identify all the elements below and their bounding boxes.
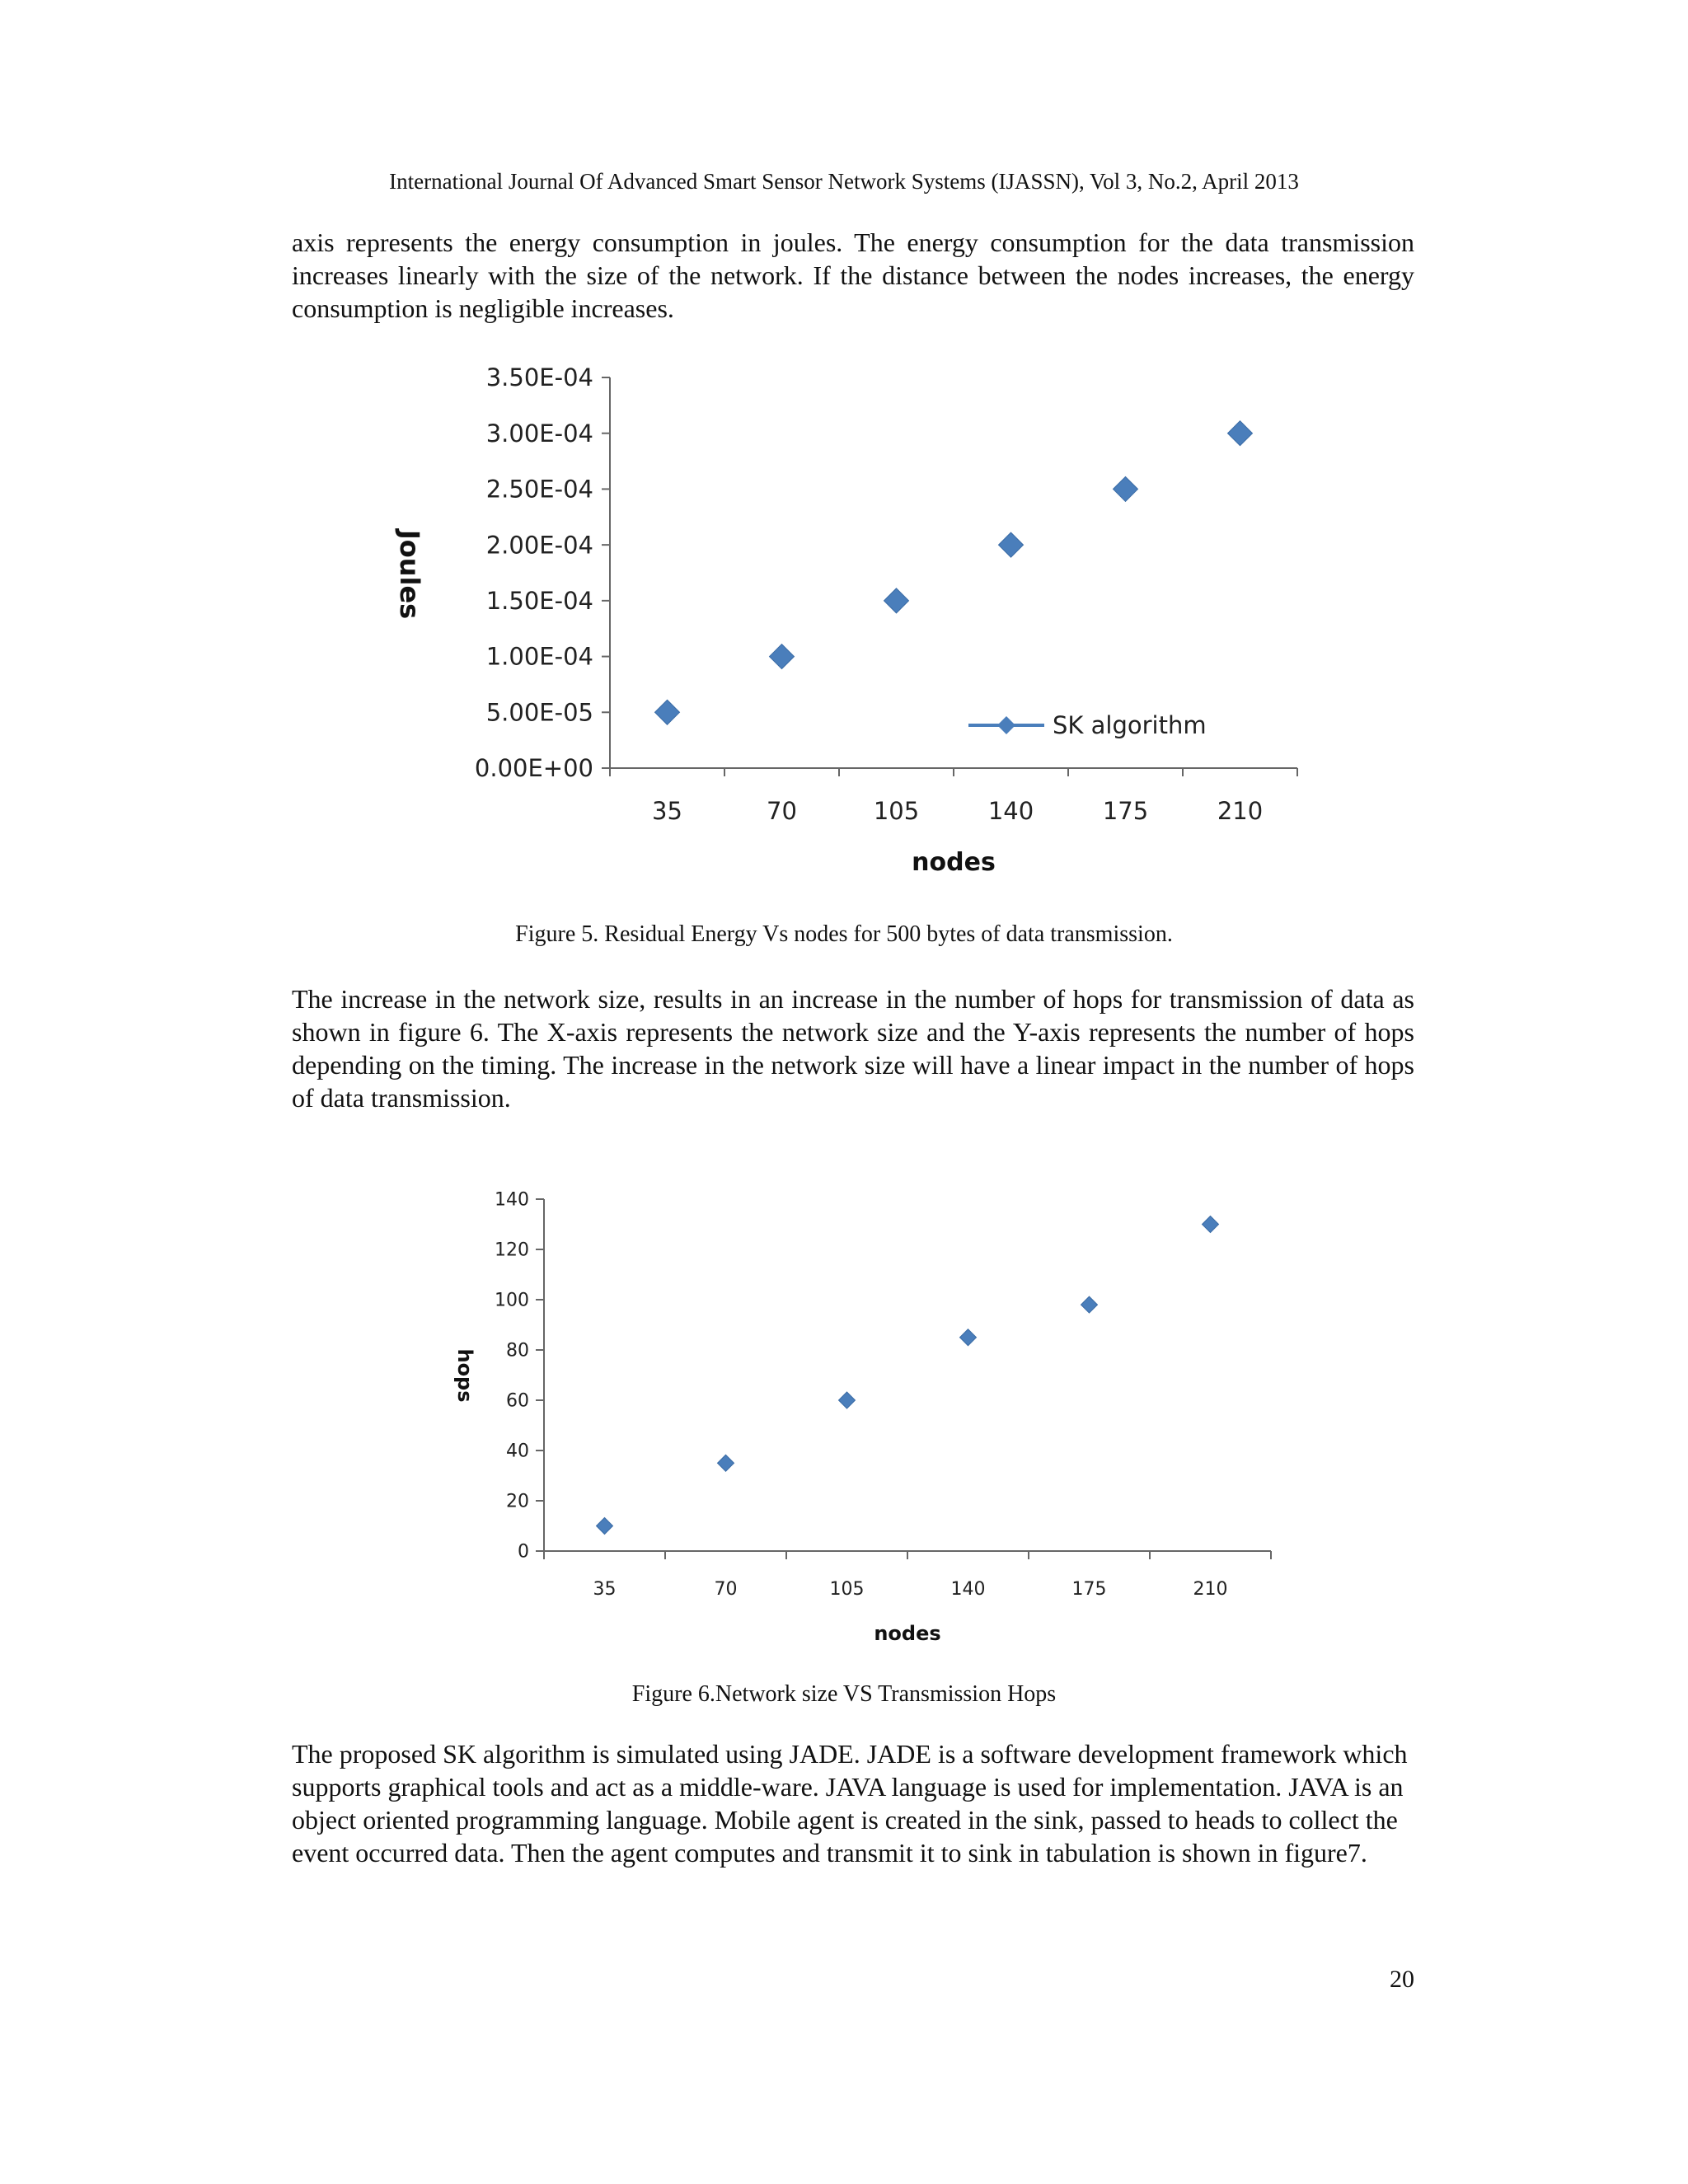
y-tick-label: 1.50E-04 (485, 587, 593, 616)
y-axis-title: Joules (394, 529, 425, 620)
y-tick-label: 60 (506, 1390, 529, 1412)
data-point (839, 1392, 856, 1408)
paragraph-3: The proposed SK algorithm is simulated using JADE. JADE is a software development framework which supports graphical tools and act as a middle-ware. JAVA language is used for implementation. JAVA is an object oriented programming language. Mobile agent is created in the sink, passed to heads to collect the event occurred data. Then the agent computes and transmit it to sink in tabulation is shown in figure7. (292, 1739, 1408, 1868)
x-tick-label: 175 (1071, 1579, 1107, 1600)
y-tick-label: 40 (506, 1441, 529, 1462)
x-axis-title: nodes (912, 848, 996, 877)
y-tick-label: 3.00E-04 (485, 419, 593, 448)
x-tick-label: 175 (1102, 797, 1149, 825)
y-tick-label: 2.00E-04 (485, 531, 593, 560)
journal-header: International Journal Of Advanced Smart Sensor Network Systems (IJASSN), Vol 3, No.2, April 2013 (389, 169, 1299, 194)
x-tick-label: 210 (1193, 1579, 1228, 1600)
data-point (1203, 1216, 1219, 1233)
y-tick-label: 1.00E-04 (485, 642, 593, 671)
paragraph-1: axis represents the energy consumption in joules. The energy consumption for the data transmission increases linearly with the size of the network. If the distance between the nodes increases, the energy consumption is negligible increases. (292, 227, 1414, 323)
x-tick-label: 105 (873, 797, 920, 825)
x-tick-label: 105 (829, 1579, 865, 1600)
y-tick-label: 80 (506, 1340, 529, 1361)
figure-6-caption: Figure 6.Network size VS Transmission Hops (631, 1681, 1057, 1707)
data-point (718, 1455, 734, 1471)
y-tick-label: 0 (518, 1541, 529, 1563)
y-tick-label: 2.50E-04 (485, 475, 593, 504)
figure-5-caption: Figure 5. Residual Energy Vs nodes for 500 bytes of data transmission. (515, 921, 1173, 947)
data-point (960, 1329, 977, 1346)
legend-label: SK algorithm (1053, 711, 1207, 739)
data-point (597, 1518, 613, 1535)
data-point (1081, 1296, 1098, 1313)
x-tick-label: 210 (1217, 797, 1264, 825)
y-axis-title: hops (453, 1348, 476, 1403)
page-number: 20 (1390, 1966, 1414, 1993)
y-tick-label: 5.00E-05 (485, 698, 593, 727)
x-tick-label: 35 (652, 797, 682, 825)
y-tick-label: 100 (495, 1290, 529, 1311)
x-axis-title: nodes (874, 1622, 941, 1645)
y-tick-label: 0.00E+00 (474, 754, 593, 783)
x-tick-label: 35 (593, 1579, 617, 1600)
y-tick-label: 140 (495, 1189, 529, 1211)
paragraph-2: The increase in the network size, results in an increase in the number of hops for transmission of data as shown in figure 6. The X-axis represents the network size and the Y-axis represents the number of hops depending on the timing. The increase in the network size will have a linear impact in the number of hops of data transmission. (292, 984, 1414, 1113)
x-tick-label: 140 (950, 1579, 986, 1600)
x-tick-label: 140 (987, 797, 1034, 825)
x-tick-label: 70 (767, 797, 797, 825)
y-tick-label: 3.50E-04 (485, 363, 593, 392)
y-tick-label: 20 (506, 1491, 529, 1512)
y-tick-label: 120 (495, 1240, 529, 1261)
x-tick-label: 70 (714, 1579, 738, 1600)
